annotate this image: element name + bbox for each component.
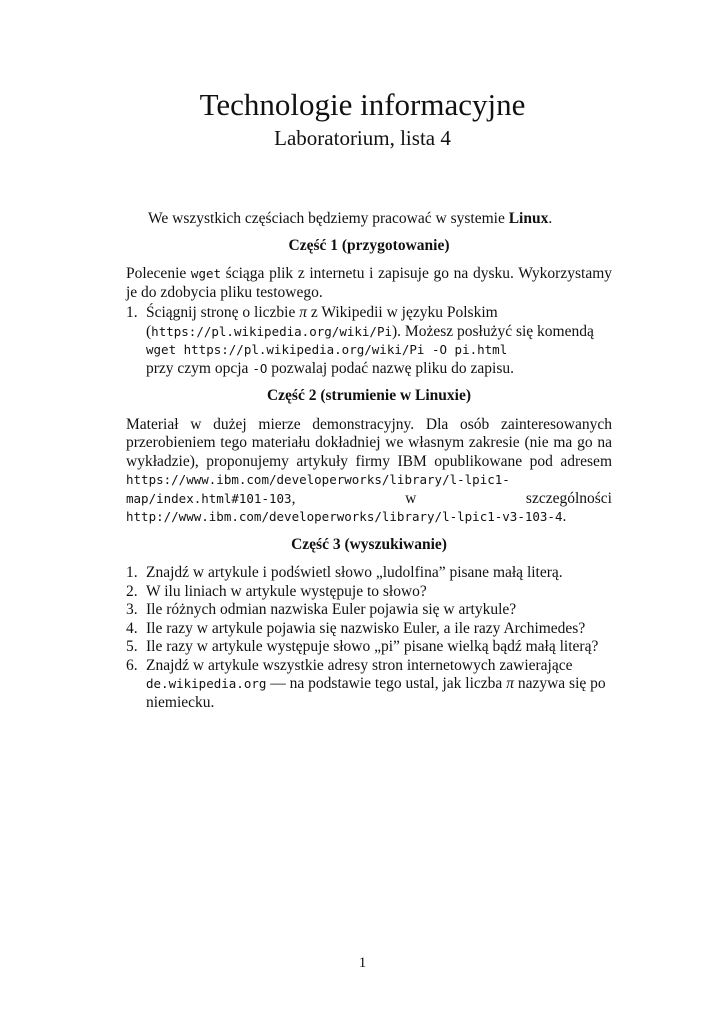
intro-linux: Linux [508,210,549,227]
item-text: Ile różnych odmian nazwiska Euler pojawia się w artykule? [146,601,517,618]
item-number: 4. [126,619,138,637]
item-text: Znajdź w artykule wszystkie adresy stron internetowych zawierające [146,656,573,674]
item-text: z Wikipedii w języku Polskim ( [146,304,498,340]
item-text: pozwalaj podać nazwę pliku do zapisu. [267,359,514,377]
part1-text-b: ściąga plik z internetu i zapisuje go na dysku. Wykorzystamy je do zdobycia pliku testowego. [126,265,613,301]
part1-paragraph [126,265,612,302]
wget-command: wget [190,266,222,281]
ibm-map-link[interactable]: https://www.ibm.com/developerworks/library/l-lpic1-map/index.html#101-103 [126,472,510,506]
item-number: 6. [126,656,138,674]
item-number: 1. [126,304,138,321]
part1-heading: Część 1 (przygotowanie) [288,236,450,254]
item-text: nazywa się po niemiecku. [146,675,606,711]
list-item [126,657,612,713]
list-item [126,564,612,583]
ibm-article-link[interactable]: http://www.ibm.com/developerworks/library/l-lpic1-v3-103-4 [126,509,563,524]
item-text: ). Możesz posłużyć się komendą [392,322,594,340]
de-wikipedia-domain: de.wikipedia.org [146,676,267,691]
item-text: Ile razy w artykule pojawia się nazwisko Euler, a ile razy Archimedes? [146,619,586,637]
list-item [126,620,612,639]
intro-end: . [548,210,553,227]
item-number: 2. [126,582,138,600]
wikipedia-pi-link[interactable]: https://pl.wikipedia.org/wiki/Pi [151,323,392,339]
part1-text-a: Polecenie [126,265,191,282]
item-text: Ściągnij stronę o liczbie [146,304,300,321]
part2-paragraph [126,416,612,527]
item-text: — na podstawie tego ustal, jak liczba [266,675,507,692]
item-number: 1. [126,564,138,581]
part3-heading: Część 3 (wyszukiwanie) [291,535,447,553]
intro-text: We wszystkich częściach będziemy pracować w systemie [148,210,509,227]
wget-example-command: wget https://pl.wikipedia.org/wiki/Pi -O pi.html [146,342,508,357]
pi-symbol: π [299,304,308,321]
part3-list [126,564,612,712]
list-item [126,304,612,378]
part1-list [126,304,612,378]
page-number: 1 [358,955,367,971]
option-flag: -O [252,360,268,376]
item-number: 5. [126,638,138,655]
list-item [126,638,612,657]
item-text: przy czym opcja [146,359,253,377]
item-text: Ile razy w artykule występuje słowo „pi” pisane wielką bądź małą literą? [146,638,599,655]
part2-text-c: . [562,508,567,525]
item-text: Znajdź w artykule i podświetl słowo „ludolfina” pisane małą literą. [146,564,563,581]
item-number: 3. [126,601,138,618]
intro-paragraph [126,210,612,229]
list-item [126,583,612,602]
document-body [126,210,612,721]
list-item [126,601,612,620]
pi-symbol: π [506,675,514,692]
part2-text-a: Materiał w dużej mierze demonstracyjny. Dla osób zainteresowanych przerobieniem tego materiału dokładniej we własnym zakresie (nie ma go na wykładzie), proponujemy artykuły firmy IBM opublikowane pod adresem [126,415,612,470]
document-subtitle: Laboratorium, lista 4 [274,126,451,150]
item-text: W ilu liniach w artykule występuje to słowo? [146,582,427,600]
document-title: Technologie informacyjne [199,87,526,122]
part2-heading: Część 2 (strumienie w Linuxie) [266,387,472,404]
part2-text-b: , w szczególności [291,489,612,507]
